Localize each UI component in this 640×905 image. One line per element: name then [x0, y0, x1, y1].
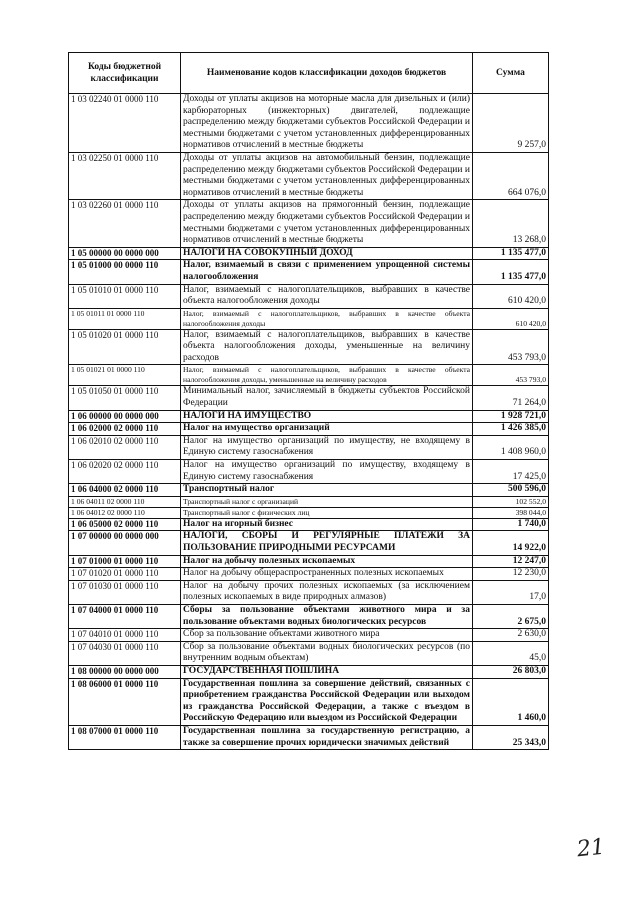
cell-code: 1 06 00000 00 0000 000	[69, 410, 181, 423]
cell-name: Налог на добычу прочих полезных ископаемых (за исключением полезных ископаемых в виде природных алмазов)	[181, 580, 473, 604]
table-row	[69, 94, 549, 153]
table-row	[69, 247, 549, 260]
handwritten-page-number: 21	[575, 834, 607, 863]
cell-sum: 102 552,0	[473, 496, 549, 507]
table-row	[69, 423, 549, 436]
table-row	[69, 580, 549, 604]
cell-code: 1 06 02020 02 0000 110	[69, 460, 181, 484]
cell-sum: 12 247,0	[473, 555, 549, 568]
table-row	[69, 410, 549, 423]
cell-code: 1 07 01030 01 0000 110	[69, 580, 181, 604]
cell-sum: 1 135 477,0	[473, 260, 549, 284]
table-row	[69, 200, 549, 247]
cell-sum: 2 630,0	[473, 629, 549, 642]
cell-code: 1 06 04011 02 0000 110	[69, 496, 181, 507]
cell-name: ГОСУДАРСТВЕННАЯ ПОШЛИНА	[181, 665, 473, 678]
cell-name: Сборы за пользование объектами животного мира и за пользование объектами водных биологических ресурсов	[181, 604, 473, 628]
table-header-row	[69, 53, 549, 94]
table-row	[69, 725, 549, 749]
cell-code: 1 05 01021 01 0000 110	[69, 365, 181, 386]
cell-sum: 610 420,0	[473, 284, 549, 308]
table-row	[69, 568, 549, 581]
table-row	[69, 555, 549, 568]
table-row	[69, 496, 549, 507]
table-row	[69, 152, 549, 199]
cell-code: 1 06 02000 02 0000 110	[69, 423, 181, 436]
cell-name: НАЛОГИ, СБОРЫ И РЕГУЛЯРНЫЕ ПЛАТЕЖИ ЗА ПОЛЬЗОВАНИЕ ПРИРОДНЫМИ РЕСУРСАМИ	[181, 531, 473, 555]
cell-code: 1 06 05000 02 0000 110	[69, 518, 181, 531]
cell-code: 1 07 01020 01 0000 110	[69, 568, 181, 581]
cell-code: 1 06 04012 02 0000 110	[69, 507, 181, 518]
cell-name: Доходы от уплаты акцизов на моторные масла для дизельных и (или) карбюраторных (инжекторных) двигателей, подлежащие распределению между бюджетами субъектов Российской Федерации и местными бюджетами с учетом установленных дифференцированных нормативов отчислений в местные бюджеты	[181, 94, 473, 153]
cell-sum: 2 675,0	[473, 604, 549, 628]
table-row	[69, 386, 549, 410]
cell-sum: 1 408 960,0	[473, 435, 549, 459]
cell-code: 1 06 02010 02 0000 110	[69, 435, 181, 459]
cell-code: 1 07 04000 01 0000 110	[69, 604, 181, 628]
cell-code: 1 07 01000 01 0000 110	[69, 555, 181, 568]
cell-name: Сбор за пользование объектами водных биологических ресурсов (по внутренним водным объектам)	[181, 641, 473, 665]
cell-name: Доходы от уплаты акцизов на автомобильный бензин, подлежащие распределению между бюджетами субъектов Российской Федерации и местными бюджетами с учетом установленных дифференцированных нормативов отчислений в местные бюджеты	[181, 152, 473, 199]
cell-name: Сбор за пользование объектами животного мира	[181, 629, 473, 642]
cell-code: 1 08 06000 01 0000 110	[69, 678, 181, 725]
table-body	[69, 94, 549, 750]
cell-code: 1 07 04010 01 0000 110	[69, 629, 181, 642]
table-row	[69, 629, 549, 642]
cell-name: Налог, взимаемый с налогоплательщиков, выбравших в качестве объекта налогообложения доходы, уменьшенные на величину расходов	[181, 329, 473, 365]
cell-name: Транспортный налог с организаций	[181, 496, 473, 507]
table-row	[69, 435, 549, 459]
table-row	[69, 365, 549, 386]
cell-sum: 453 793,0	[473, 365, 549, 386]
cell-code: 1 06 04000 02 0000 110	[69, 484, 181, 497]
cell-code: 1 08 07000 01 0000 110	[69, 725, 181, 749]
cell-name: Доходы от уплаты акцизов на прямогонный бензин, подлежащие распределению между бюджетами субъектов Российской Федерации и местными бюджетами с учетом установленных дифференцированных нормативов отчислений в местные бюджеты	[181, 200, 473, 247]
cell-code: 1 05 01011 01 0000 110	[69, 308, 181, 329]
revenue-table	[68, 52, 549, 750]
cell-code: 1 05 01010 01 0000 110	[69, 284, 181, 308]
cell-sum: 1 740,0	[473, 518, 549, 531]
table-row	[69, 507, 549, 518]
cell-sum: 13 268,0	[473, 200, 549, 247]
cell-sum: 500 596,0	[473, 484, 549, 497]
cell-name: Налог, взимаемый с налогоплательщиков, выбравших в качестве объекта налогообложения доходы	[181, 284, 473, 308]
cell-name: Налог, взимаемый в связи с применением упрощенной системы налогообложения	[181, 260, 473, 284]
table-row	[69, 308, 549, 329]
cell-name: Налог на имущество организаций по имуществу, не входящему в Единую систему газоснабжения	[181, 435, 473, 459]
header-name: Наименование кодов классификации доходов бюджетов	[181, 53, 473, 94]
cell-sum: 1 460,0	[473, 678, 549, 725]
cell-sum: 45,0	[473, 641, 549, 665]
cell-name: Транспортный налог	[181, 484, 473, 497]
cell-sum: 453 793,0	[473, 329, 549, 365]
table-row	[69, 604, 549, 628]
table-row	[69, 678, 549, 725]
cell-name: Минимальный налог, зачисляемый в бюджеты субъектов Российской Федерации	[181, 386, 473, 410]
cell-sum: 17 425,0	[473, 460, 549, 484]
cell-sum: 398 044,0	[473, 507, 549, 518]
table-row	[69, 284, 549, 308]
cell-name: Налог на имущество организаций	[181, 423, 473, 436]
cell-name: Транспортный налог с физических лиц	[181, 507, 473, 518]
cell-sum: 26 803,0	[473, 665, 549, 678]
cell-sum: 9 257,0	[473, 94, 549, 153]
cell-name: Налог, взимаемый с налогоплательщиков, выбравших в качестве объекта налогообложения доходы, уменьшенные на величину расходов	[181, 365, 473, 386]
cell-sum: 14 922,0	[473, 531, 549, 555]
cell-code: 1 07 04030 01 0000 110	[69, 641, 181, 665]
cell-sum: 1 135 477,0	[473, 247, 549, 260]
table-row	[69, 665, 549, 678]
table-row	[69, 531, 549, 555]
document-page	[68, 52, 549, 750]
cell-name: Налог, взимаемый с налогоплательщиков, выбравших в качестве объекта налогообложения доходы	[181, 308, 473, 329]
cell-name: Налог на игорный бизнес	[181, 518, 473, 531]
cell-code: 1 07 00000 00 0000 000	[69, 531, 181, 555]
table-row	[69, 260, 549, 284]
cell-name: Налог на добычу полезных ископаемых	[181, 555, 473, 568]
cell-code: 1 03 02240 01 0000 110	[69, 94, 181, 153]
cell-code: 1 03 02260 01 0000 110	[69, 200, 181, 247]
cell-code: 1 05 01000 00 0000 110	[69, 260, 181, 284]
cell-name: НАЛОГИ НА СОВОКУПНЫЙ ДОХОД	[181, 247, 473, 260]
table-row	[69, 460, 549, 484]
cell-sum: 12 230,0	[473, 568, 549, 581]
cell-sum: 1 426 385,0	[473, 423, 549, 436]
cell-code: 1 05 01020 01 0000 110	[69, 329, 181, 365]
cell-name: Государственная пошлина за государственную регистрацию, а также за совершение прочих юридически значимых действий	[181, 725, 473, 749]
cell-code: 1 05 01050 01 0000 110	[69, 386, 181, 410]
cell-code: 1 05 00000 00 0000 000	[69, 247, 181, 260]
cell-sum: 610 420,0	[473, 308, 549, 329]
cell-code: 1 03 02250 01 0000 110	[69, 152, 181, 199]
table-row	[69, 484, 549, 497]
cell-sum: 25 343,0	[473, 725, 549, 749]
cell-name: Государственная пошлина за совершение действий, связанных с приобретением гражданства Российской Федерации или выходом из гражданства Российской Федерации, а также с въездом в Российскую Федерацию или выездом из Российской Федерации	[181, 678, 473, 725]
cell-code: 1 08 00000 00 0000 000	[69, 665, 181, 678]
cell-sum: 17,0	[473, 580, 549, 604]
header-code: Коды бюджетной классификации	[69, 53, 181, 94]
cell-sum: 664 076,0	[473, 152, 549, 199]
table-row	[69, 641, 549, 665]
table-row	[69, 518, 549, 531]
cell-sum: 71 264,0	[473, 386, 549, 410]
header-sum: Сумма	[473, 53, 549, 94]
table-row	[69, 329, 549, 365]
cell-name: НАЛОГИ НА ИМУЩЕСТВО	[181, 410, 473, 423]
cell-name: Налог на имущество организаций по имуществу, входящему в Единую систему газоснабжения	[181, 460, 473, 484]
cell-name: Налог на добычу общераспространенных полезных ископаемых	[181, 568, 473, 581]
cell-sum: 1 928 721,0	[473, 410, 549, 423]
